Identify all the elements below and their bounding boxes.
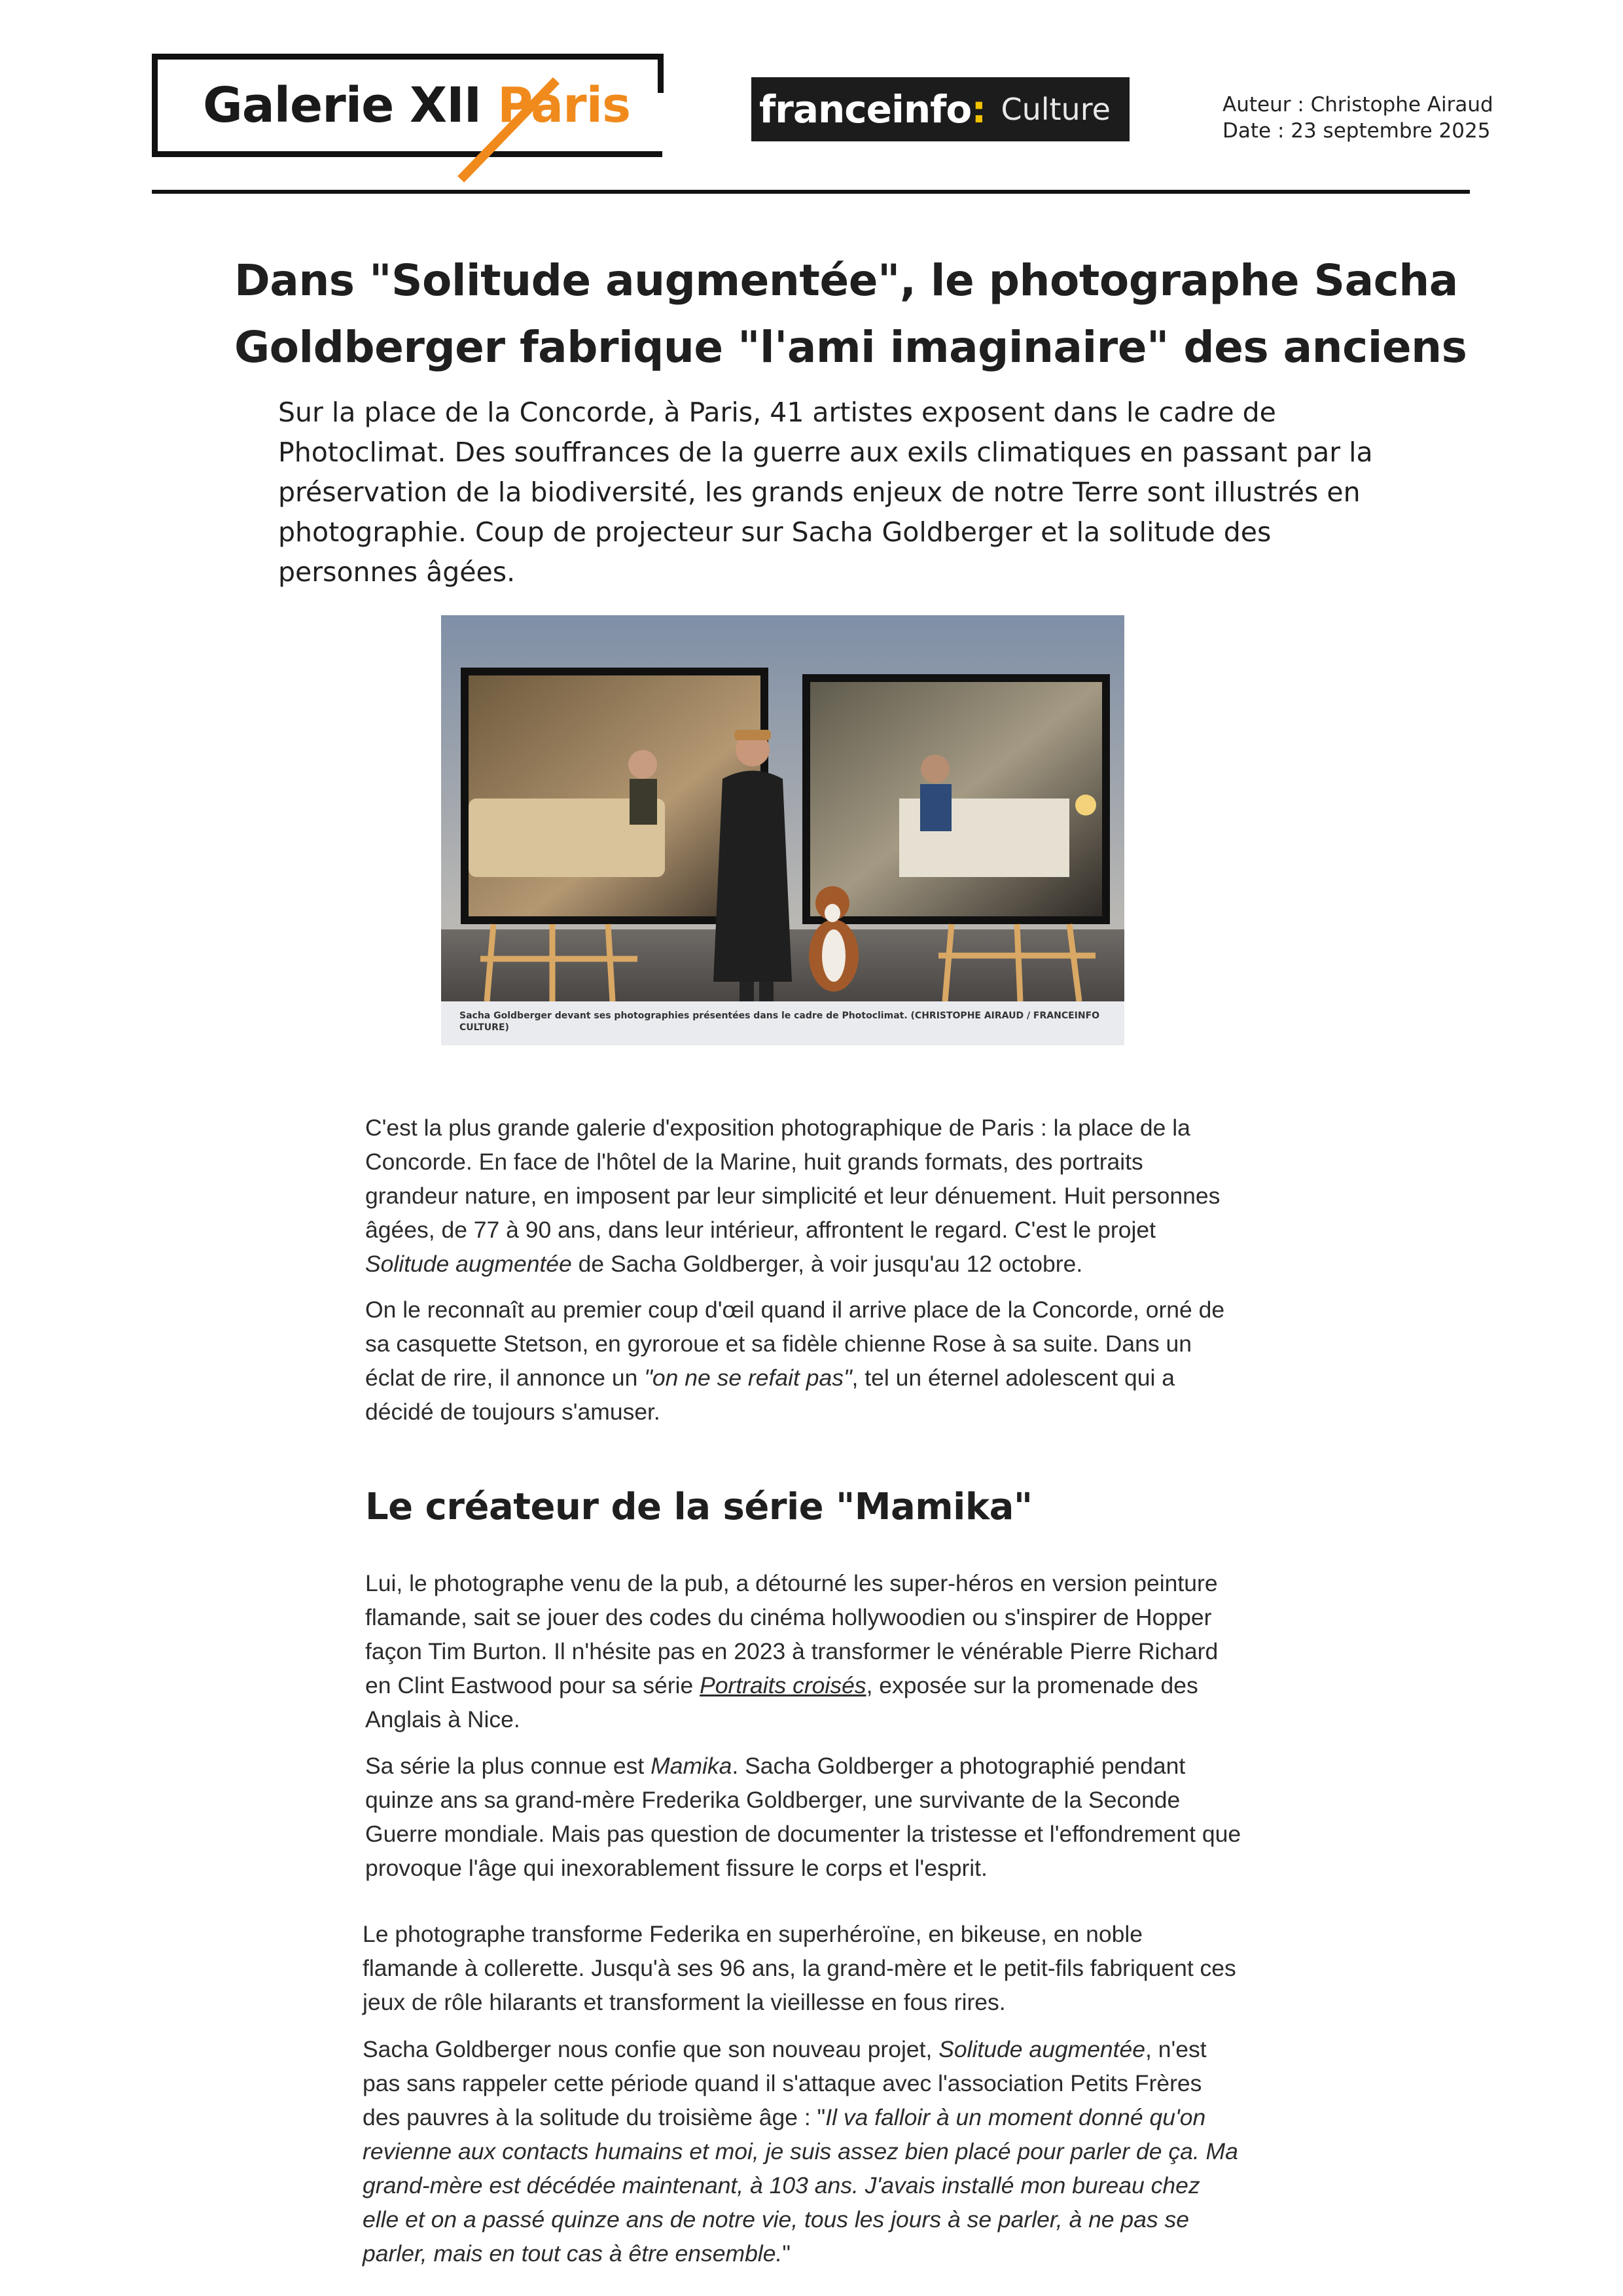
gallery-logo-frame-bottom xyxy=(152,151,603,157)
paragraph-6-italic-title: Solitude augmentée xyxy=(938,2036,1146,2062)
paragraph-1 xyxy=(365,1111,1242,1281)
author-line: Auteur : Christophe Airaud xyxy=(1222,93,1493,117)
paragraph-6-text-a: Sacha Goldberger nous confie que son nouveau projet, xyxy=(363,2036,939,2062)
paragraph-5 xyxy=(363,1917,1240,2019)
paragraph-3-text-a: Lui, le photographe venu de la pub, a détourné les super-héros en version peinture flamande, sait se jouer des codes du cinéma hollywoodien ou s'inspirer de Hopper façon Tim Burton. Il n'hésite pas en 2023 à transformer le vénérable Pierre Richard en Clint Eastwood pour sa série xyxy=(365,1570,1219,1698)
paragraph-1-italic: Solitude augmentée xyxy=(365,1251,572,1277)
franceinfo-colon: : xyxy=(971,87,987,132)
article-lead: Sur la place de la Concorde, à Paris, 41 artistes exposent dans le cadre de Photoclimat. Des souffrances de la guerre aux exils climatiques en passant par la préservation de la biodiversité, les grands enjeux de notre Terre sont illustrés en photographie. Coup de projecteur sur Sacha Goldberger et la solitude des personnes âgées. xyxy=(278,397,1373,588)
paragraph-6-quote: Il va falloir à un moment donné qu'on revienne aux contacts humains et moi, je suis assez bien placé pour parler de ça. Ma grand-mère est décédée maintenant, à 103 ans. J'avais installé mon bureau chez elle et on a passé quinze ans de notre vie, tous les jours à se parler, à ne pas se parler, mais en tout cas à être ensemble. xyxy=(363,2104,1238,2267)
paragraph-4-text-b: . Sacha Goldberger a photographié pendant quinze ans sa grand-mère Frederika Goldberger, une survivante de la Seconde Guerre mondiale. Mais pas question de documenter la tristesse et l'effondrement que provoque l'âge qui inexorablement fissure le corps et l'esprit. xyxy=(365,1753,1241,1881)
paragraph-2-text-a: On le reconnaît au premier coup d'œil quand il arrive place de la Concorde, orné de sa casquette Stetson, en gyroroue et sa fidèle chienne Rose à sa suite. Dans un éclat de rire, il annonce un xyxy=(365,1297,1225,1391)
paragraph-2-quote: "on ne se refait pas" xyxy=(644,1365,852,1391)
franceinfo-section: Culture xyxy=(1001,92,1111,127)
paragraph-4-italic: Mamika xyxy=(651,1753,732,1779)
article-meta xyxy=(1222,92,1493,144)
paragraph-5-text: Le photographe transforme Federika en superhéroïne, en bikeuse, en noble flamande à collerette. Jusqu'à ses 96 ans, la grand-mère et le petit-fils fabriquent ces jeux de rôle hilarants et transforment la vieillesse en fous rires. xyxy=(363,1921,1236,2015)
franceinfo-brand: franceinfo xyxy=(759,87,972,132)
section-heading: Le créateur de la série "Mamika" xyxy=(365,1486,1033,1528)
date-line: Date : 23 septembre 2025 xyxy=(1222,119,1491,143)
gallery-logo-main: Galerie XII xyxy=(203,77,482,134)
paragraph-3-text-b: , exposée sur la promenade des Anglais à Nice. xyxy=(365,1672,1198,1732)
franceinfo-culture-logo[interactable] xyxy=(751,77,1130,141)
paragraph-6 xyxy=(363,2032,1240,2270)
gallery-logo-accent: Paris xyxy=(497,77,631,134)
paragraph-6-text-b: , n'est pas sans rappeler cette période quand il s'attaque avec l'association Petits Frères des pauvres à la solitude du troisième âge : " xyxy=(363,2036,1207,2130)
paragraph-4-text-a: Sa série la plus connue est xyxy=(365,1753,651,1779)
paragraph-6-text-c: " xyxy=(782,2240,791,2267)
paragraph-3 xyxy=(365,1566,1242,1736)
article-title: Dans "Solitude augmentée", le photographe Sacha Goldberger fabrique "l'ami imaginaire" des anciens xyxy=(234,255,1467,372)
paragraph-2-text-b: , tel un éternel adolescent qui a décidé de toujours s'amuser. xyxy=(365,1365,1175,1425)
image-caption: Sacha Goldberger devant ses photographies présentées dans le cadre de Photoclimat. (CHRISTOPHE AIRAUD / FRANCEINFO CULTURE) xyxy=(459,1011,1100,1033)
portraits-croises-link[interactable]: Portraits croisés xyxy=(700,1672,866,1698)
gallery-logo[interactable] xyxy=(203,77,630,134)
header-divider xyxy=(152,190,1470,194)
paragraph-2 xyxy=(365,1293,1242,1429)
paragraph-1-text-b: de Sacha Goldberger, à voir jusqu'au 12 octobre. xyxy=(571,1251,1083,1277)
paragraph-4 xyxy=(365,1749,1242,1885)
article-photo[interactable] xyxy=(441,615,1124,1001)
article-figure xyxy=(441,615,1124,1045)
paragraph-1-text-a: C'est la plus grande galerie d'exposition photographique de Paris : la place de la Concorde. En face de l'hôtel de la Marine, huit grands formats, des portraits grandeur nature, en imposent par leur simplicité et leur dénuement. Huit personnes âgées, de 77 à 90 ans, dans leur intérieur, affrontent le regard. C'est le projet xyxy=(365,1115,1221,1243)
